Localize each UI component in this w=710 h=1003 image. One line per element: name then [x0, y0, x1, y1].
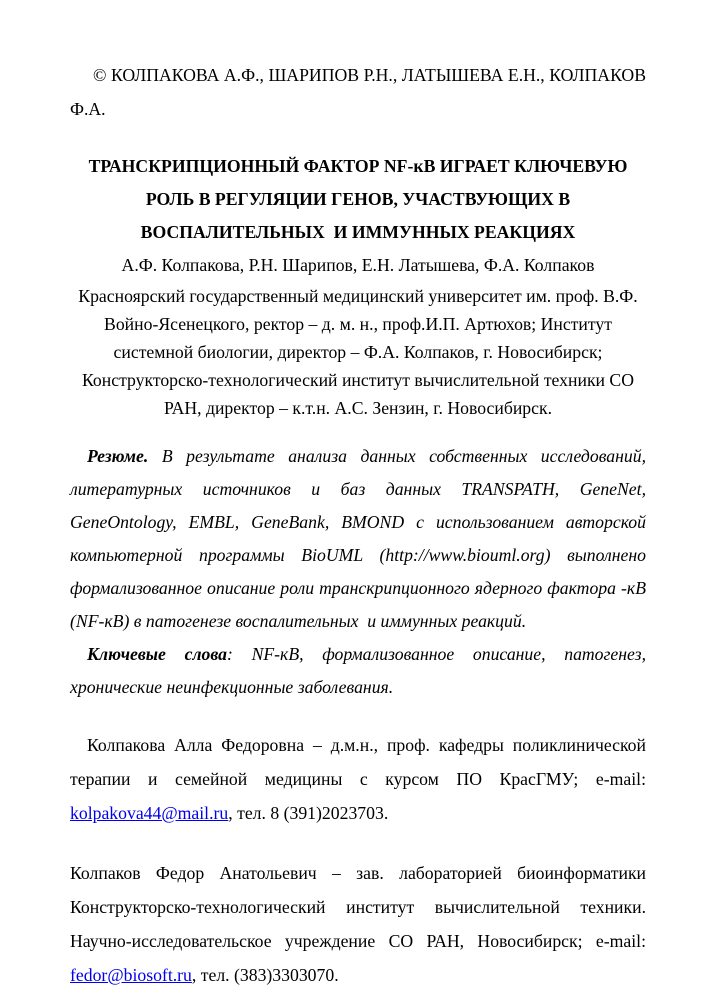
authors-line: А.Ф. Колпакова, Р.Н. Шарипов, Е.Н. Латышева, Ф.А. Колпаков: [121, 255, 595, 275]
contact-kolpakova-paragraph: [70, 728, 646, 830]
abstract-line-5: формализованное описание роли транскрипционного ядерного фактора -кВ: [70, 578, 646, 598]
keywords-line-2: хронические неинфекционные заболевания.: [70, 677, 394, 697]
abstract-line-3: GeneOntology, EMBL, GeneBank, BMOND с использованием авторской: [70, 512, 646, 532]
affiliation-line-2: Войно-Ясенецкого, ректор – д. м. н., проф.И.П. Артюхов; Институт: [104, 314, 612, 334]
contact-kolpakov-line-1: Колпаков Федор Анатольевич – зав. лабораторией биоинформатики: [70, 863, 646, 883]
contact-kolpakova-line-3: [70, 796, 646, 830]
contact-kolpakov-paragraph: [70, 856, 646, 992]
affiliation-line-1: Красноярский государственный медицинский университет им. проф. В.Ф.: [78, 286, 638, 306]
article-title-line-3: ВОСПАЛИТЕЛЬНЫХ И ИММУННЫХ РЕАКЦИЯХ: [140, 222, 576, 242]
copyright-line-2: Ф.А.: [70, 99, 106, 119]
keywords-label: Ключевые слова: [87, 644, 227, 664]
contact-kolpakov-line-4: [70, 958, 646, 992]
contact-kolpakov-line-2: Конструкторско-технологический институт вычислительной техники.: [70, 897, 646, 917]
keywords-line-1: [70, 638, 646, 671]
contact-kolpakova-line-1: Колпакова Алла Федоровна – д.м.н., проф. кафедры поликлинической: [87, 735, 646, 755]
affiliation-line-3: системной биологии, директор – Ф.А. Колпаков, г. Новосибирск;: [113, 342, 603, 362]
article-title-line-1: ТРАНСКРИПЦИОННЫЙ ФАКТОР NF-кВ ИГРАЕТ КЛЮЧЕВУЮ: [88, 156, 628, 176]
keywords-line-1-text: : NF-кВ, формализованное описание, патогенез,: [227, 644, 646, 664]
abstract-paragraph: [70, 440, 646, 638]
abstract-line-1-text: В результате анализа данных собственных исследований,: [161, 446, 646, 466]
copyright-line-1: © КОЛПАКОВА А.Ф., ШАРИПОВ Р.Н., ЛАТЫШЕВА Е.Н., КОЛПАКОВ: [93, 65, 646, 85]
article-title-line-2: РОЛЬ В РЕГУЛЯЦИИ ГЕНОВ, УЧАСТВУЮЩИХ В: [145, 189, 571, 209]
article-title: [70, 150, 646, 249]
abstract-label: Резюме.: [87, 446, 149, 466]
copyright-paragraph: [70, 58, 646, 126]
kolpakova-phone-text: , тел. 8 (391)2023703.: [228, 803, 389, 823]
fedor-email-link[interactable]: fedor@biosoft.ru: [70, 965, 192, 985]
abstract-line-4: компьютерной программы BioUML (http://www.biouml.org) выполнено: [70, 545, 646, 565]
affiliation-line-4: Конструкторско-технологический институт вычислительной техники СО: [82, 370, 634, 390]
kolpakova-email-link[interactable]: kolpakova44@mail.ru: [70, 803, 229, 823]
contact-kolpakova-line-2: терапии и семейной медицины с курсом ПО КрасГМУ; e-mail:: [70, 769, 646, 789]
contact-kolpakov-line-3: Научно-исследовательское учреждение СО РАН, Новосибирск; e-mail:: [70, 931, 646, 951]
affiliation-paragraph: [70, 282, 646, 422]
abstract-line-2: литературных источников и баз данных TRANSPATH, GeneNet,: [70, 479, 646, 499]
abstract-line-6: (NF-кВ) в патогенезе воспалительных и иммунных реакций.: [70, 611, 527, 631]
abstract-line-1: [70, 440, 646, 473]
fedor-phone-text: , тел. (383)3303070.: [191, 965, 339, 985]
authors-line-container: [70, 249, 646, 282]
affiliation-line-5: РАН, директор – к.т.н. А.С. Зензин, г. Новосибирск.: [164, 398, 552, 418]
keywords-paragraph: [70, 638, 646, 704]
